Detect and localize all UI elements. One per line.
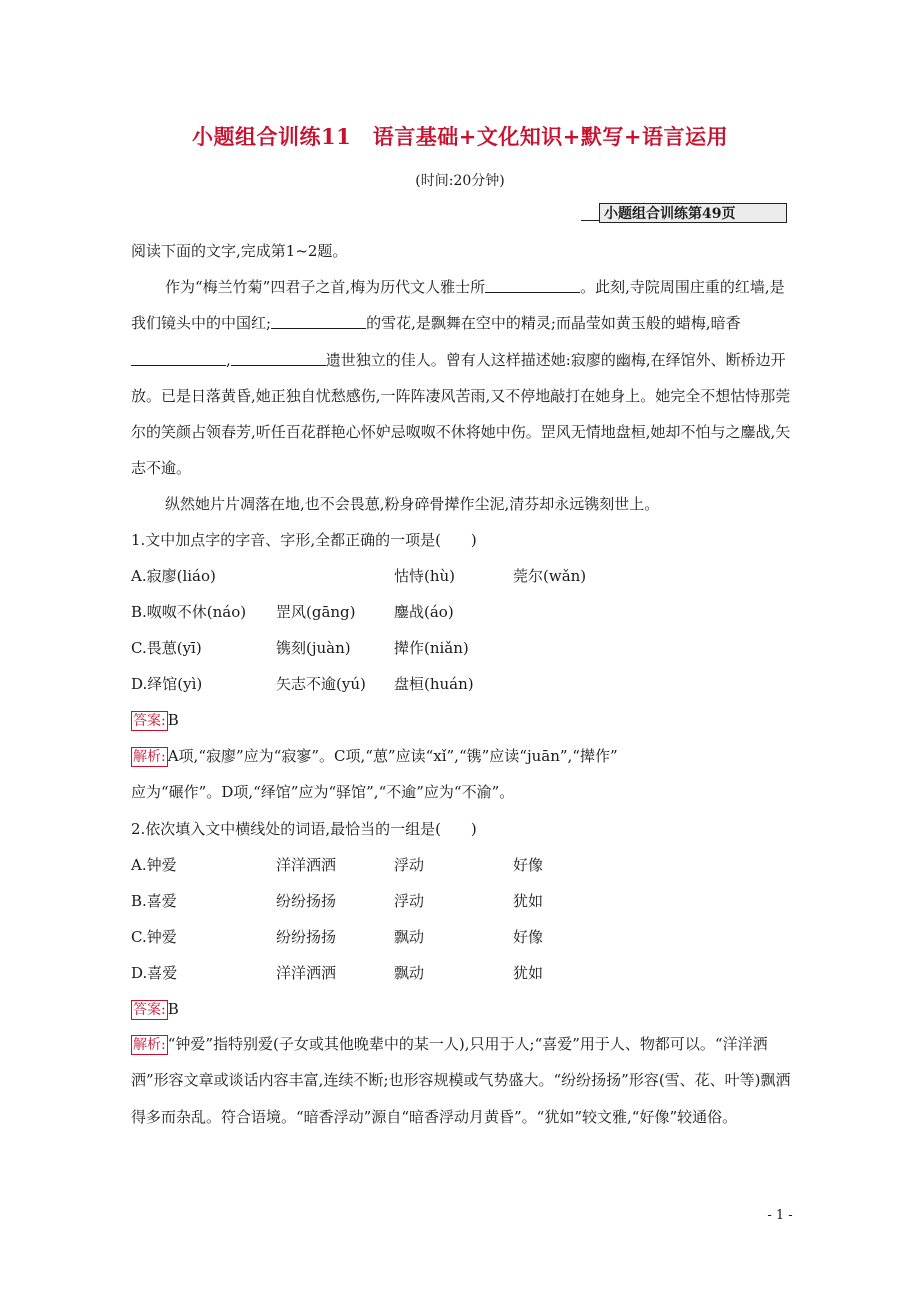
- instruction: 阅读下面的文字,完成第1~2题。: [131, 242, 348, 260]
- page-title: 小题组合训练11 语言基础+文化知识+默写+语言运用: [191, 124, 728, 149]
- q1-option-d-item: 矢志不逾(yú): [276, 675, 366, 693]
- passage-paragraph-2: 纵然她片片凋落在地,也不会畏葸,粉身碎骨撵作尘泥,清芬却永远镌刻世上。: [165, 495, 660, 513]
- blank-4: [231, 351, 326, 366]
- q1-answer: 答案: B: [133, 711, 179, 729]
- q1-option-d-item: 盘桓(huán): [394, 675, 474, 693]
- q2-option-a-item: 洋洋洒洒: [276, 856, 337, 874]
- q1-option-c-item: 撵作(niǎn): [394, 639, 469, 657]
- q1-option-a-item: 莞尔(wǎn): [513, 567, 587, 585]
- time-limit: (时间:20分钟): [415, 173, 505, 189]
- blank-3: [131, 351, 226, 366]
- page-reference: [581, 203, 787, 223]
- question-2-stem: 2.依次填入文中横线处的词语,最恰当的一组是( ): [131, 820, 477, 838]
- q2-option-c-item: 飘动: [394, 928, 425, 946]
- q2-option-b-item: 浮动: [394, 892, 425, 910]
- blank-2: [271, 314, 366, 329]
- q1-option-b-item: 鏖战(áo): [394, 603, 454, 621]
- q2-option-c-item: 好像: [513, 928, 544, 946]
- q1-option-b: B.呶呶不休(náo): [131, 603, 247, 621]
- answer-tag: 答案:: [133, 713, 166, 729]
- blank-1: [485, 278, 580, 293]
- passage-paragraph-1: 作为“梅兰竹菊”四君子之首,梅为历代文人雅士所 。此刻,寺院周围庄重的红墙,是我们镜头中的中国红; 的雪花,是飘舞在空中的精灵;而晶莹如黄玉般的蜡梅,暗香, 遗世独立的佳人。曾有人这样描述她:寂廖的幽梅,在绎馆外、断桥边开放。已是日落黄昏,她正独自忧愁感伤,一阵阵凄风苦雨,又不停地敲打在她身上。她完全不想怙恃那莞尔的笑颜占领春芳,听任百花群艳心怀妒忌呶呶不休将她中伤。罡风无情地盘桓,她却不怕与之鏖战,矢志不逾。: [131, 278, 791, 478]
- q1-option-c-item: 镌刻(juàn): [276, 639, 351, 657]
- q1-option-d: D.绎馆(yì): [131, 675, 203, 693]
- q2-answer: 答案: B: [133, 1000, 179, 1018]
- analysis-tag: 解析:: [133, 1037, 166, 1053]
- q2-option-d-item: 洋洋洒洒: [276, 964, 337, 982]
- page-reference-box: 小题组合训练第49页: [599, 203, 787, 223]
- page-number: - 1 -: [767, 1208, 793, 1223]
- q2-analysis: 解析: “钟爱”指特别爱(子女或其他晚辈中的某一人),只用于人;“喜爱”用于人、物都可以。“洋洋洒洒”形容文章或谈话内容丰富,连续不断;也形容规模或气势盛大。“纷纷扬扬”形容(雪、花、叶等)飘洒得多而杂乱。符合语境。“暗香浮动”源自“暗香浮动月黄昏”。“犹如”较文雅,“好像”较通俗。: [131, 1035, 791, 1126]
- question-1-stem: 1.文中加点字的字音、字形,全都正确的一项是( ): [131, 531, 477, 549]
- q2-option-b: B.喜爱: [131, 892, 177, 910]
- q2-option-a-item: 浮动: [394, 856, 425, 874]
- q2-option-d-item: 飘动: [394, 964, 425, 982]
- q2-option-c-item: 纷纷扬扬: [276, 928, 337, 946]
- q2-option-d-item: 犹如: [513, 964, 544, 982]
- q1-option-b-item: 罡风(gāng): [276, 603, 356, 621]
- q2-option-a-item: 好像: [513, 856, 544, 874]
- analysis-tag: 解析:: [133, 749, 166, 765]
- q1-analysis: 解析: A项,“寂廖”应为“寂寥”。C项,“葸”应读“xǐ”,“镌”应读“juān”,“撵作”: [133, 747, 618, 765]
- q2-option-b-item: 纷纷扬扬: [276, 892, 337, 910]
- q2-option-a: A.钟爱: [131, 856, 177, 874]
- q2-option-d: D.喜爱: [131, 964, 178, 982]
- q2-option-b-item: 犹如: [513, 892, 544, 910]
- q1-option-a-item: 怙恃(hù): [394, 567, 456, 585]
- q2-option-c: C.钟爱: [131, 928, 177, 946]
- reference-underline: [581, 220, 599, 221]
- answer-tag: 答案:: [133, 1002, 166, 1018]
- q1-analysis-cont: 应为“碾作”。D项,“绎馆”应为“驿馆”,“不逾”应为“不渝”。: [131, 783, 515, 801]
- q1-option-c: C.畏葸(yī): [131, 639, 202, 657]
- q1-option-a: A.寂廖(liáo): [131, 567, 216, 585]
